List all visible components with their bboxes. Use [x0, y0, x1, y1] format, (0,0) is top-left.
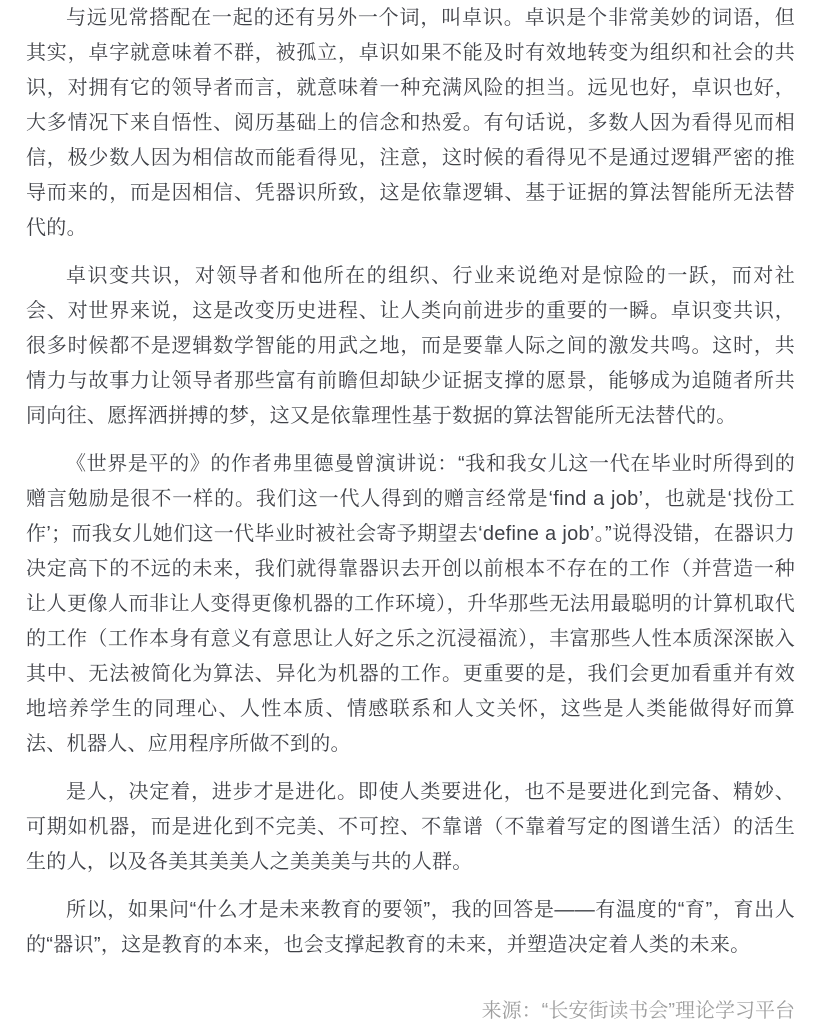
- article-body: [26, 1, 795, 1025]
- paragraph-2: 卓识变共识，对领导者和他所在的组织、行业来说绝对是惊险的一跃，而对社会、对世界来说，这是改变历史进程、让人类向前进步的重要的一瞬。卓识变共识，很多时候都不是逻辑数学智能的用武之地，而是要靠人际之间的激发共鸣。这时，共情力与故事力让领导者那些富有前瞻但却缺少证据支撑的愿景，能够成为追随者所共同向往、愿挥洒拼搏的梦，这又是依靠理性基于数据的算法智能所无法替代的。: [26, 265, 795, 427]
- source-attribution: 来源：“长安街读书会”理论学习平台: [481, 1000, 795, 1022]
- paragraph-4: 是人，决定着，进步才是进化。即使人类要进化，也不是要进化到完备、精妙、可期如机器，而是进化到不完美、不可控、不靠谱（不靠着写定的图谱生活）的活生生的人，以及各美其美美人之美美美与共的人群。: [26, 781, 795, 873]
- paragraph-3: 《世界是平的》的作者弗里德曼曾演讲说：“我和我女儿这一代在毕业时所得到的赠言勉励是很不一样的。我们这一代人得到的赠言经常是‘find a job’，也就是‘找份工作’；而我女儿她们这一代毕业时被社会寄予期望去‘define a job’。”说得没错，在器识力决定高下的不远的未来，我们就得靠器识去开创以前根本不存在的工作（并营造一种让人更像人而非让人变得更像机器的工作环境），升华那些无法用最聪明的计算机取代的工作（工作本身有意义有意思让人好之乐之沉浸福流），丰富那些人性本质深深嵌入其中、无法被简化为算法、异化为机器的工作。更重要的是，我们会更加看重并有效地培养学生的同理心、人性本质、情感联系和人文关怀，这些是人类能做得好而算法、机器人、应用程序所做不到的。: [26, 453, 795, 755]
- paragraph-1: 与远见常搭配在一起的还有另外一个词，叫卓识。卓识是个非常美妙的词语，但其实，卓字就意味着不群，被孤立，卓识如果不能及时有效地转变为组织和社会的共识，对拥有它的领导者而言，就意味着一种充满风险的担当。远见也好，卓识也好，大多情况下来自悟性、阅历基础上的信念和热爱。有句话说，多数人因为看得见而相信，极少数人因为相信故而能看得见，注意，这时候的看得见不是通过逻辑严密的推导而来的，而是因相信、凭器识所致，这是依靠逻辑、基于证据的算法智能所无法替代的。: [26, 7, 795, 239]
- paragraph-5: 所以，如果问“什么才是未来教育的要领”，我的回答是——有温度的“育”，育出人的“器识”，这是教育的本来，也会支撑起教育的未来，并塑造决定着人类的未来。: [26, 899, 795, 956]
